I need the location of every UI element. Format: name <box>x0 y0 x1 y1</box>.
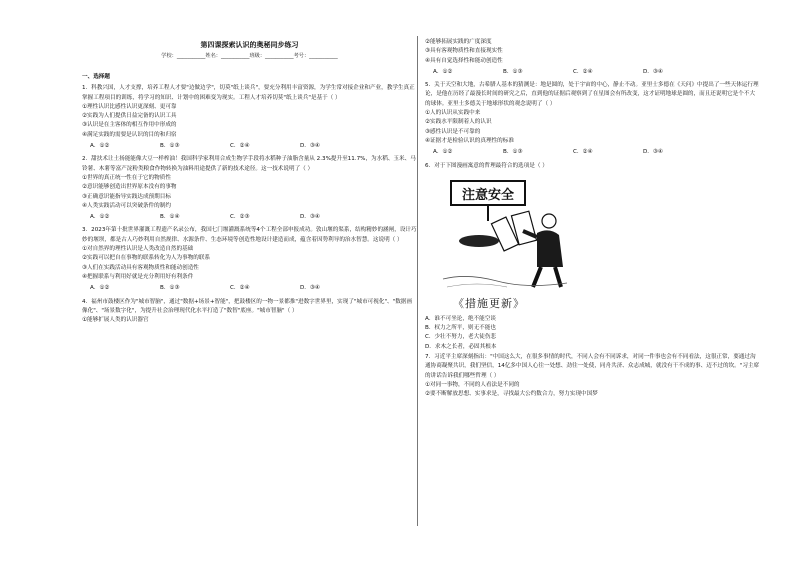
choice-a: A．①② <box>433 68 453 75</box>
left-column <box>82 36 417 325</box>
question-6-option: D．求木之长者，必固其根本 <box>425 343 497 350</box>
question-2-stem: 2．甜扶术让土扬能能像大豆一样榨油！我国科学家利用合成生物学手段将水稻种子油脂含量从 2.3%提升至11.7%，为水稻、玉米、马铃薯、木薯等富产淀粉类粮食作物转换为油料用途提供了新的技术途径。这一技术说明了（ ） <box>82 156 416 172</box>
choice-b: B．①③ <box>160 285 180 292</box>
question-1-choices <box>82 142 417 151</box>
question-3-option: ①对自然界的理性认识是人类改造自然的基础 <box>82 246 194 253</box>
choice-a: A．①② <box>90 285 110 292</box>
question-5-option: ①人的认识从实践中来 <box>425 110 481 117</box>
warning-sign-text: 注意安全 <box>461 187 515 203</box>
choice-b: B．①③ <box>160 143 180 150</box>
question-5-option: ③感性认识是不可靠的 <box>425 128 481 135</box>
choice-d: D．③④ <box>300 143 320 150</box>
student-info-line: 学校：___________姓名：___________班级：___________考号：___________ <box>161 53 338 59</box>
choice-c: C．②④ <box>573 149 593 156</box>
question-4-stem: 4．福州市鼓楼区作为"城市智脑"，通过"数据+场景+智能"，把鼓楼区的一物一景都推"进数字世界里，实现了"城市可视化"、"数据画像化"、"场景数字化"，为提升社会治理现代化水平打造了"数智"底座。"城市智脑"（ ） <box>82 298 412 314</box>
question-6-option: B．权力之所平，则无不能也 <box>425 325 496 332</box>
choice-c: C．②③ <box>230 214 250 221</box>
choice-b: B．①③ <box>503 149 523 156</box>
section-heading: 一、选择题 <box>82 74 110 80</box>
question-3-option: ③人们在实践活动具有客观物质性和能动创造性 <box>82 264 199 271</box>
question-3-option: ②实践可以把自在事物的联系转化为人为事物的联系 <box>82 255 211 262</box>
cartoon-drawing <box>437 175 577 295</box>
question-2-option: ④人类实践活动可以突破条件的制约 <box>82 202 171 209</box>
choice-d: D．③④ <box>300 214 320 221</box>
question-3-stem: 3．2023年第十批世界灌溉工程遗产名录公布，我国七门堰灌溉系统等4个工程全部申报成功。敦山堰的渠系，结构精妙的涵闸，设计巧妙的堰坝，都是古人巧妙利用自然规律、水源条件、生态环境等创造性地设计建造而成，蕴含着因势利导的治水智慧。这说明（ ） <box>82 227 417 243</box>
choice-d: D．③④ <box>300 285 320 292</box>
column-divider <box>417 36 418 526</box>
choice-b: B．①④ <box>160 214 180 221</box>
choice-d: D．③④ <box>643 68 663 75</box>
choice-a: A．①② <box>90 214 110 221</box>
choice-a: A．①② <box>433 149 453 156</box>
question-2-option: ②意识能够创造出世界原本没有的事物 <box>82 184 177 191</box>
question-4-option: ③具有客观物质性和直接现实性 <box>425 48 503 55</box>
question-6-option: C．少壮不努力，老大徒伤悲 <box>425 334 497 341</box>
question-5-option: ④证据才是检验认识的真理性的标准 <box>425 137 514 144</box>
question-1-option: ④满足实践的需要是认识的目的和归宿 <box>82 131 177 138</box>
choice-a: A．①② <box>90 143 110 150</box>
question-2-option: ③正确意识能指导实践达成预期目标 <box>82 193 171 200</box>
question-2-option: ①世界的真正统一性在于它的物质性 <box>82 174 171 181</box>
question-5-choices <box>425 148 760 157</box>
question-1-option: ①理性认识比感性认识更深刻、更可靠 <box>82 103 177 110</box>
choice-c: C．②④ <box>230 285 250 292</box>
question-3-choices <box>82 284 417 293</box>
choice-c: C．②④ <box>230 143 250 150</box>
question-7-stem: 7．习近平主席深刻指出："中国这么大，在很多事情的时代，不同人会有不同诉求，对同一件事也会有不同看法，这很正常，要通过沟通协商凝聚共识，我们坚信，14亿多中国人心往一处想、劲往一处使，同舟共济、众志成城，就没有干不成的事、迈不过的坎。"习主席的讲话告诉我们哪些哲理（ ） <box>425 354 760 379</box>
choice-c: C．②④ <box>573 68 593 75</box>
question-7-option: ②要不断解放思想、实事求是，寻找最大公约数合力，努力实现中国梦 <box>425 391 598 398</box>
question-6-stem: 6．对于下图漫画寓意的哲理最符合的选项是（ ） <box>425 162 548 169</box>
choice-b: B．①③ <box>503 68 523 75</box>
question-5-stem: 5．关于天空和大地，古希腊人基本的猜测是：地是圆的，处于宇宙的中心，静止不动。亚里士多德在《天问》中提出了一些天体运行理论，是他在历经了最漫长时间的研究之后，直到他的证据后观察到了在星图会有所改变，这才证明地球是圆的，而且还说明它是个不大的球体。亚里士多德关于地球形状的观念说明了（ ） <box>425 82 759 107</box>
question-3-option: ④把握联系与利用好就是充分利用好有利条件 <box>82 273 194 280</box>
question-1-option: ③认识是在主客体的相互作用中形成的 <box>82 122 177 129</box>
question-1-stem: 1．科教兴国，人才支撑，培养工程人才要"边做边学"，切莫"纸上谈兵"，要充分利用丰富资源，为学生常对接企业和产业，教学生真正掌握工程项目的训练，将学习的知识、计划中的困难变为现实。工程人才培养切莫"纸上谈兵"是基于（ ） <box>82 85 415 101</box>
cartoon-caption: 《措施更新》 <box>453 296 525 310</box>
cartoon-illustration <box>437 175 577 295</box>
question-5-option: ②实践水平限制着人的认识 <box>425 119 492 126</box>
right-column <box>425 38 760 400</box>
question-4-option: ②能够拓展实践的广度深度 <box>425 39 492 45</box>
question-4-choices <box>425 68 760 77</box>
page-title: 第四课探索认识的奥秘同步练习 <box>200 41 299 49</box>
question-4-option: ①能够扩展人类的认识器官 <box>82 317 149 324</box>
question-1-option: ②实践为人们提供日益完备的认识工具 <box>82 113 177 120</box>
choice-d: D．③④ <box>643 149 663 156</box>
question-6-option: A．谁不可坐论，绝不能空谈 <box>425 315 496 322</box>
question-4-option: ④具有自觉选择性和能动创造性 <box>425 57 503 64</box>
question-7-option: ①对同一事物，不同的人看法是不同的 <box>425 381 520 388</box>
question-2-choices <box>82 213 417 222</box>
